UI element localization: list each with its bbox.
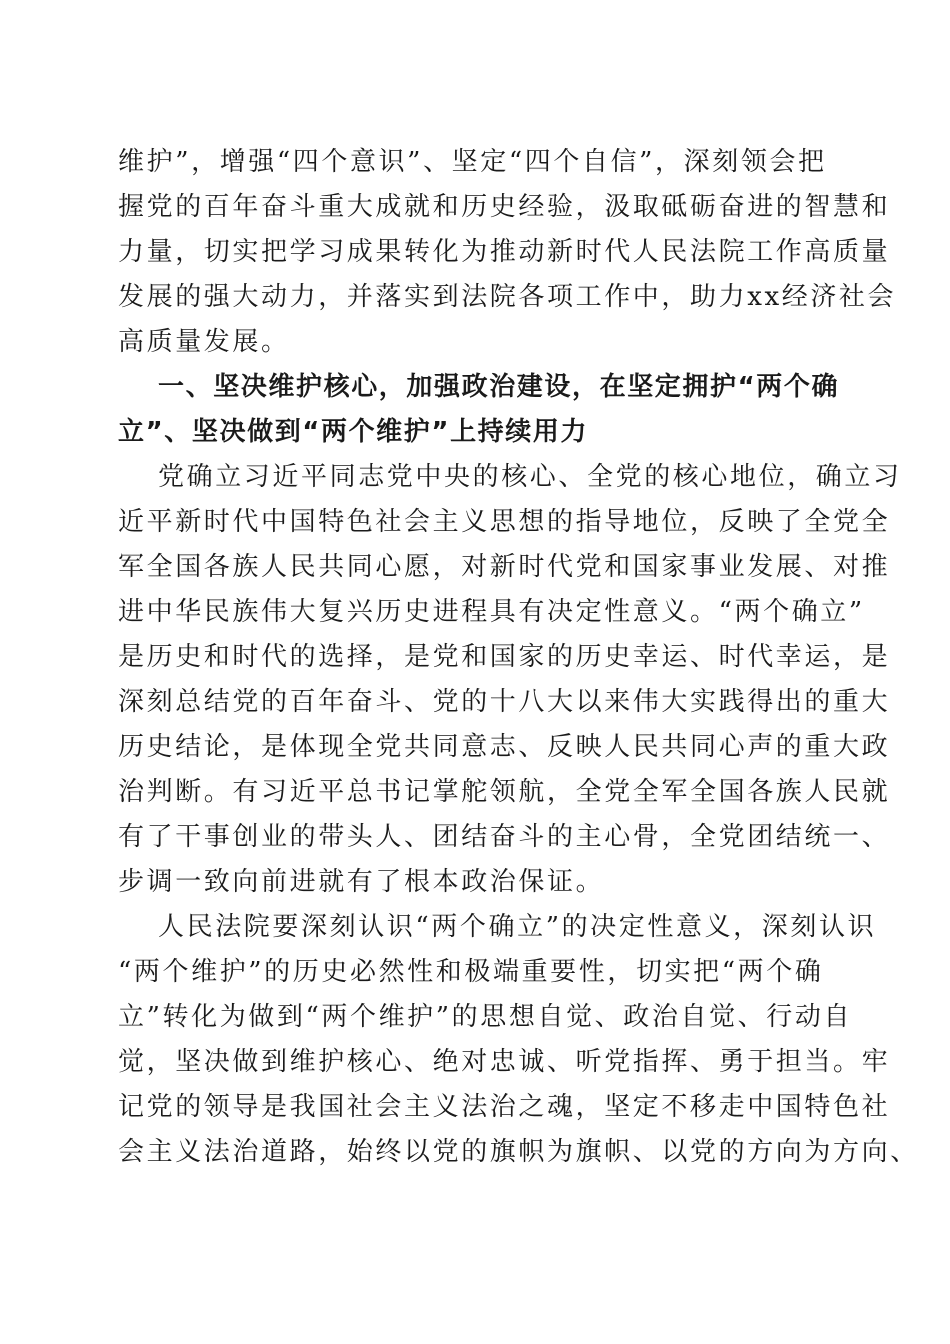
heading-line: 立”、坚决做到“两个维护”上持续用力	[118, 417, 589, 447]
text-line: 会主义法治道路，始终以党的旗帜为旗帜、以党的方向为方向、	[118, 1137, 919, 1167]
text-line: 记党的领导是我国社会主义法治之魂，坚定不移走中国特色社	[118, 1092, 891, 1122]
text-line: 军全国各族人民共同心愿，对新时代党和国家事业发展、对推	[118, 552, 891, 582]
text-line: “两个维护”的历史必然性和极端重要性，切实把“两个确	[118, 957, 824, 987]
text-line: 是历史和时代的选择，是党和国家的历史幸运、时代幸运，是	[118, 642, 891, 672]
text-line: 觉，坚决做到维护核心、绝对忠诚、听党指挥、勇于担当。牢	[118, 1047, 891, 1077]
heading-line: 一、坚决维护核心，加强政治建设，在坚定拥护“两个确	[158, 372, 840, 402]
text-line: 深刻总结党的百年奋斗、党的十八大以来伟大实践得出的重大	[118, 687, 891, 717]
text-line: 高质量发展。	[118, 327, 290, 357]
text-line: 维护”，增强“四个意识”、坚定“四个自信”，深刻领会把	[118, 147, 827, 177]
text-line: 治判断。有习近平总书记掌舵领航，全党全军全国各族人民就	[118, 777, 891, 807]
text-line: 有了干事创业的带头人、团结奋斗的主心骨，全党团结统一、	[118, 822, 891, 852]
text-line: 进中华民族伟大复兴历史进程具有决定性意义。“两个确立”	[118, 597, 865, 627]
text-line: 发展的强大动力，并落实到法院各项工作中，助力xx经济社会	[118, 282, 897, 312]
text-line: 握党的百年奋斗重大成就和历史经验，汲取砥砺奋进的智慧和	[118, 192, 891, 222]
text-line: 历史结论，是体现全党共同意志、反映人民共同心声的重大政	[118, 732, 891, 762]
text-line: 力量，切实把学习成果转化为推动新时代人民法院工作高质量	[118, 237, 891, 267]
text-line: 步调一致向前进就有了根本政治保证。	[118, 867, 605, 897]
text-line: 立”转化为做到“两个维护”的思想自觉、政治自觉、行动自	[118, 1002, 853, 1032]
text-line: 人民法院要深刻认识“两个确立”的决定性意义，深刻认识	[158, 912, 877, 942]
text-line: 近平新时代中国特色社会主义思想的指导地位，反映了全党全	[118, 507, 891, 537]
text-line: 党确立习近平同志党中央的核心、全党的核心地位，确立习	[158, 462, 902, 492]
